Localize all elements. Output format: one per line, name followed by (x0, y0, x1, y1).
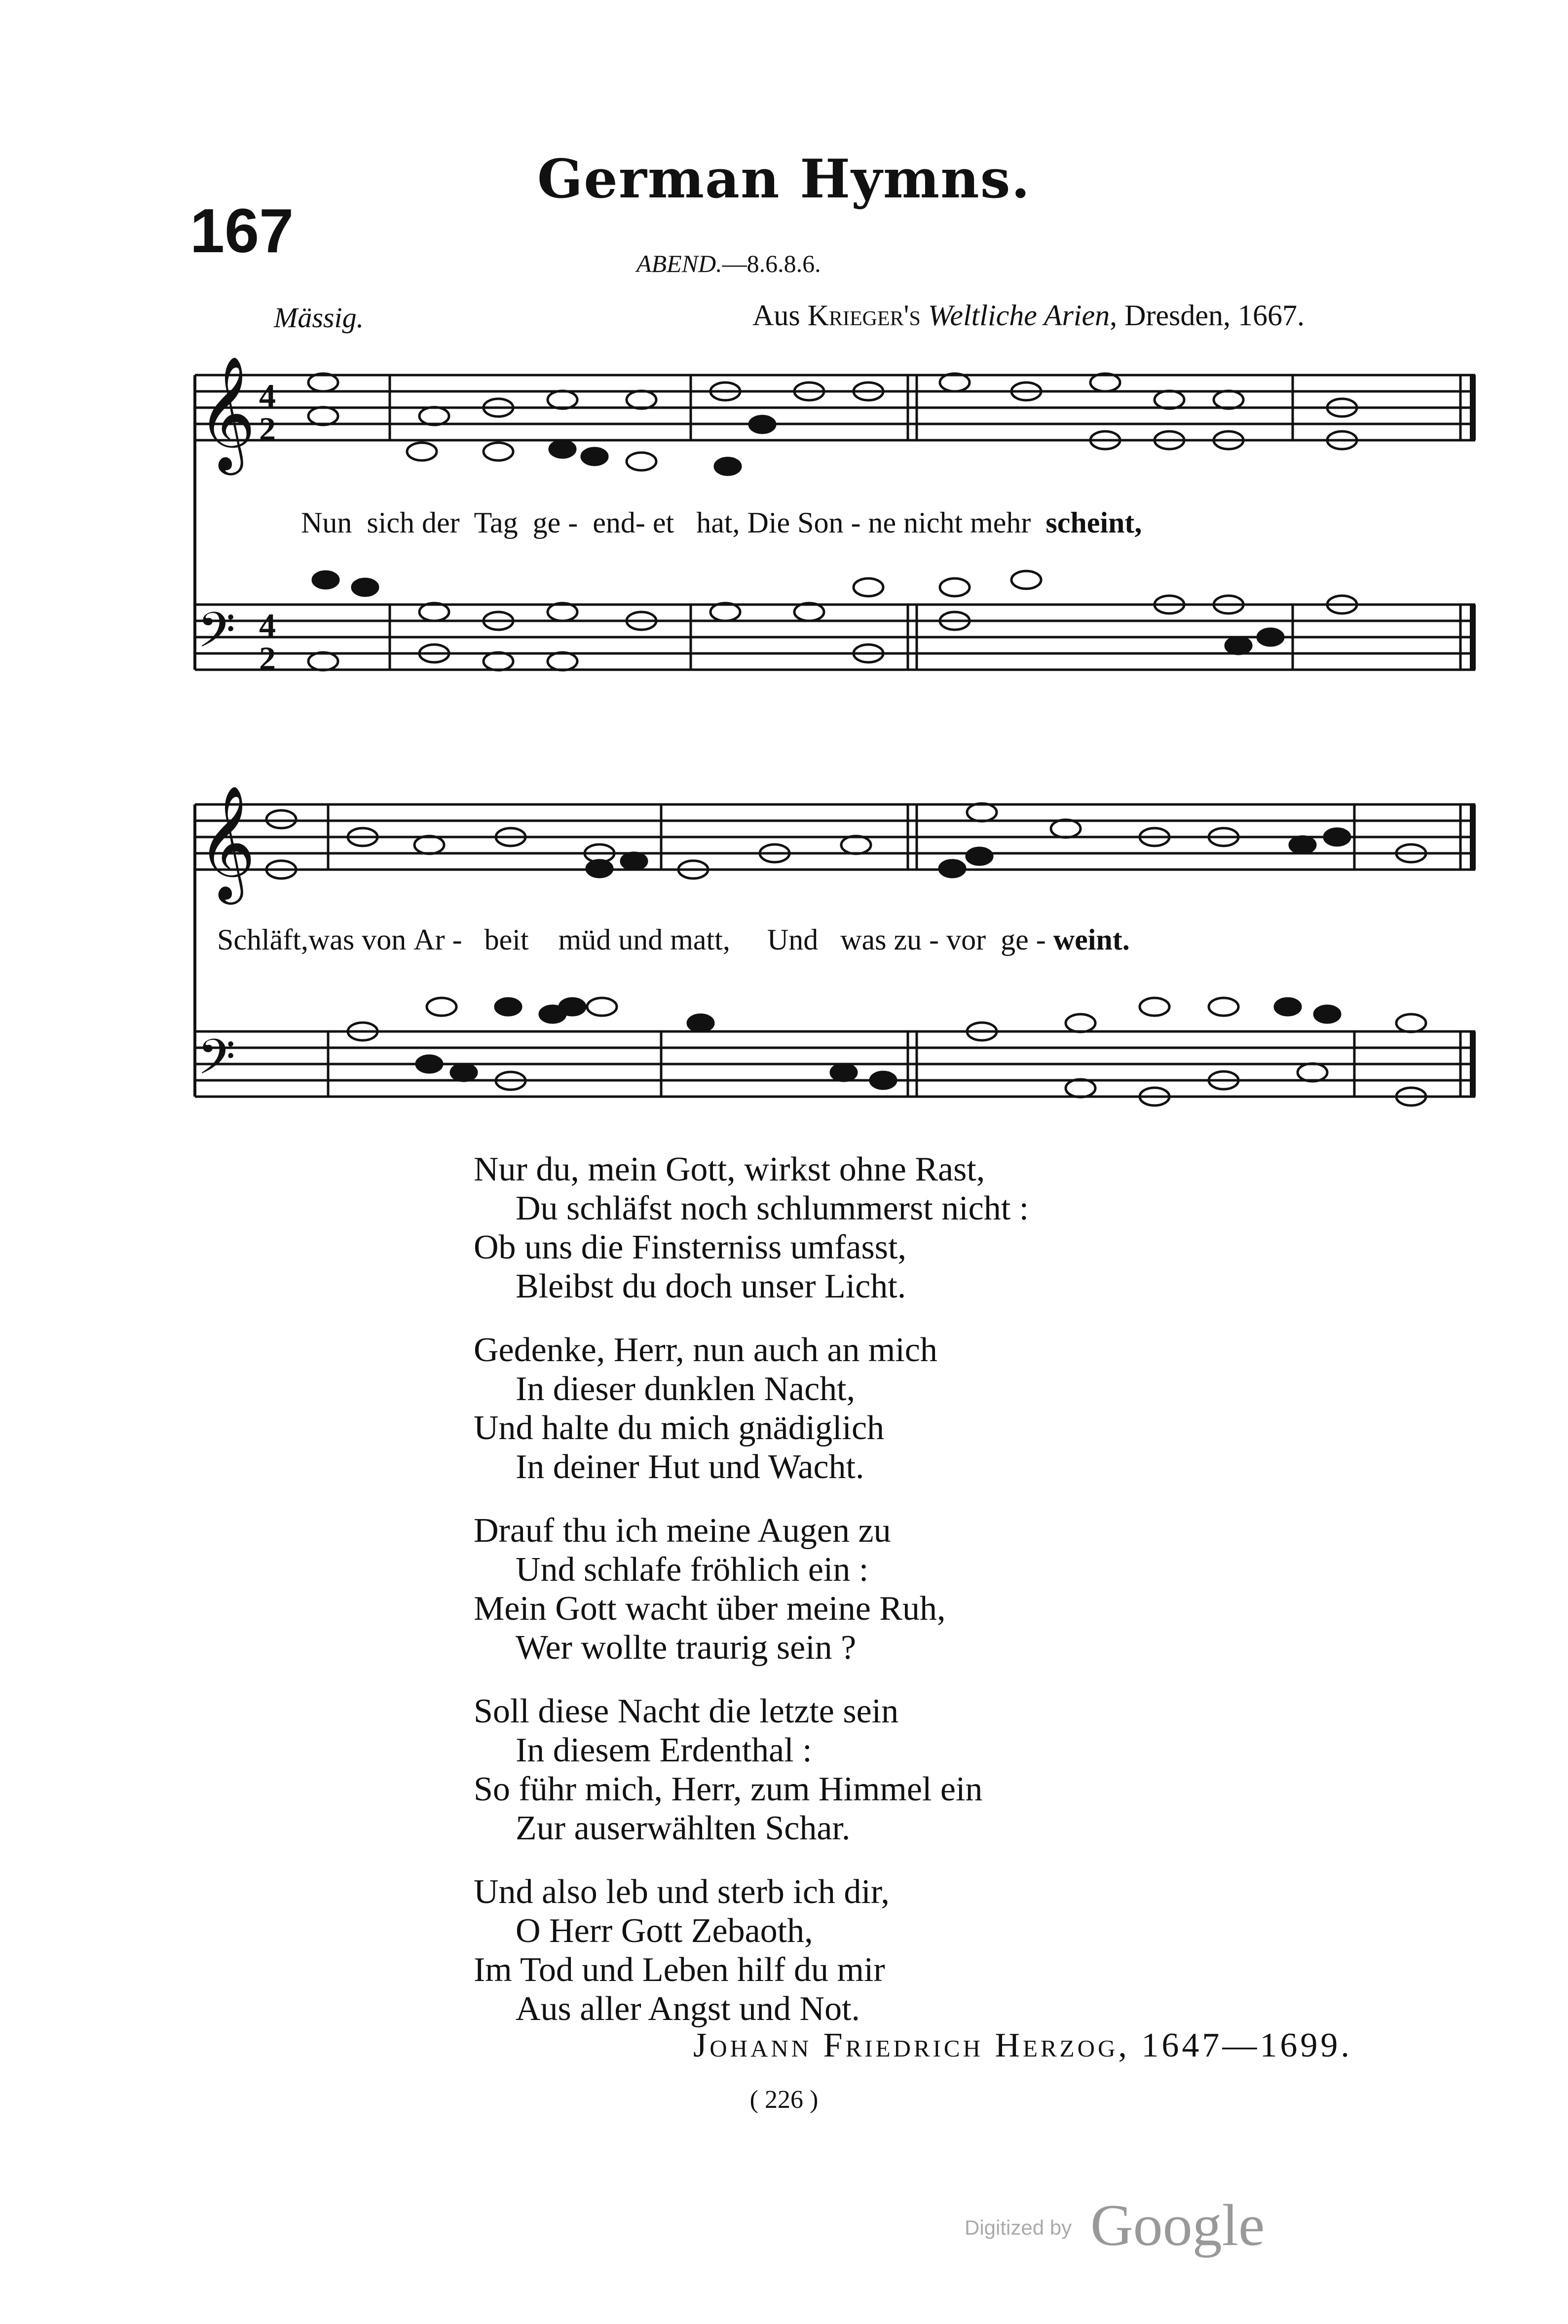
tune-name: ABEND. (636, 250, 722, 277)
digitized-by-label: Digitized by (965, 2216, 1072, 2239)
source-composer: Krieger's (807, 299, 921, 332)
verse-line: Und schlafe fröhlich ein : (516, 1551, 869, 1589)
verse-line: Ob uns die Finsterniss umfasst, (474, 1228, 906, 1266)
verse-line: In diesem Erdenthal : (516, 1731, 812, 1769)
treble-staff-1 (195, 375, 1475, 440)
stanza-1 (474, 1150, 1029, 1306)
verse-line: Drauf thu ich meine Augen zu (474, 1512, 891, 1550)
google-logo: Google (1090, 2192, 1265, 2258)
verse-line: Und halte du mich gnädiglich (474, 1409, 885, 1447)
svg-text:4: 4 (259, 607, 276, 644)
treble-staff-2 (195, 804, 1475, 870)
lyrics-line-1: Nun sich der Tag ge - end- et hat, Die Son - ne nicht mehr scheint, (301, 506, 1142, 539)
bass-clef-icon: 𝄢 (197, 1029, 236, 1098)
verse-line: O Herr Gott Zebaoth, (516, 1912, 813, 1950)
verse-line: So führ mich, Herr, zum Himmel ein (474, 1770, 983, 1808)
verse-line: Nur du, mein Gott, wirkst ohne Rast, (474, 1150, 985, 1188)
verse-line: Zur auserwählten Schar. (516, 1809, 851, 1847)
verse-line: Mein Gott wacht über meine Ruh, (474, 1590, 946, 1628)
tempo-marking: Mässig. (274, 302, 364, 334)
source-prefix: Aus (752, 299, 800, 332)
verse-line: Wer wollte traurig sein ? (516, 1629, 857, 1667)
verse-line: Du schläfst noch schlummerst nicht : (516, 1189, 1029, 1227)
verse-line: Aus aller Angst und Not. (516, 1990, 860, 2028)
verse-line: In deiner Hut und Wacht. (516, 1448, 864, 1486)
treble-clef-icon: 𝄞 (197, 785, 256, 900)
music-score (0, 0, 1568, 1135)
verse-line: Bleibst du doch unser Licht. (516, 1267, 906, 1305)
stanza-5 (474, 1872, 1029, 2028)
page-number: ( 226 ) (749, 2086, 819, 2114)
hymn-number: 167 (190, 196, 294, 266)
source-work: Weltliche Arien (928, 299, 1110, 332)
author-credit: Johann Friedrich Herzog, 1647—1699. (693, 2026, 1352, 2064)
meter-value: —8.6.8.6. (722, 250, 821, 277)
verse-line: Soll diese Nacht die letzte sein (474, 1692, 899, 1730)
verses (474, 1150, 1029, 2053)
bass-staff-2 (195, 1031, 1475, 1097)
stanza-4 (474, 1692, 1029, 1848)
treble-clef-icon: 𝄞 (197, 355, 256, 470)
verse-line: Im Tod und Leben hilf du mir (474, 1951, 885, 1989)
hymnal-section-title: German Hymns. (537, 148, 1031, 210)
svg-text:4: 4 (259, 377, 276, 415)
lyrics-line-2: Schläft,was von Ar - beit müd und matt, Und was zu - vor ge - weint. (217, 923, 1130, 956)
stanza-2 (474, 1331, 1029, 1486)
stanza-3 (474, 1511, 1029, 1667)
source-suffix: , Dresden, 1667. (1110, 299, 1305, 332)
notes (266, 374, 1426, 1105)
svg-text:2: 2 (259, 410, 276, 448)
time-signatures (259, 377, 276, 677)
verse-line: In dieser dunklen Nacht, (516, 1370, 856, 1408)
verse-line: Und also leb und sterb ich dir, (474, 1873, 890, 1911)
verse-line: Gedenke, Herr, nun auch an mich (474, 1331, 937, 1369)
bass-clef-icon: 𝄢 (197, 602, 236, 671)
svg-text:2: 2 (259, 640, 276, 677)
